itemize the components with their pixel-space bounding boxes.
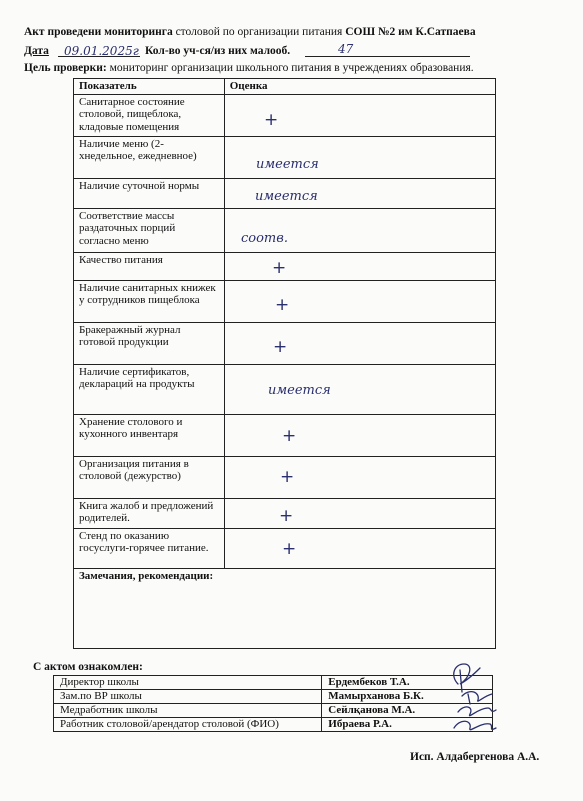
score-mark-4: соотв. — [241, 231, 288, 246]
title-part-1: Акт проведени мониторинга — [24, 26, 173, 38]
score-mark-6: + — [275, 295, 290, 315]
score-cell — [224, 280, 495, 322]
role-cell: Директор школы — [54, 676, 322, 690]
score-mark-10: + — [280, 467, 295, 487]
table-row — [74, 94, 496, 136]
signature-stroke-4 — [454, 721, 496, 729]
signature-row — [54, 718, 493, 732]
remarks-label: Замечания, рекомендации: — [74, 568, 496, 648]
signature-stroke-2 — [462, 692, 492, 704]
document-title — [24, 26, 476, 38]
score-cell — [224, 252, 495, 280]
purpose-line — [24, 62, 474, 74]
score-cell — [224, 364, 495, 414]
signatures-graphic — [440, 658, 505, 742]
score-cell — [224, 322, 495, 364]
score-mark-1: + — [264, 110, 279, 130]
indicator-cell: Хранение столового и кухонного инвентаря — [74, 414, 225, 456]
title-part-2: столовой по организации питания — [172, 26, 343, 38]
name-cell: Ибраева Р.А. — [322, 718, 493, 732]
purpose-text: мониторинг организации школьного питания в учреждениях образования. — [106, 62, 474, 74]
signature-row — [54, 676, 493, 690]
score-mark-9: + — [282, 426, 297, 446]
indicator-cell: Наличие суточной нормы — [74, 178, 225, 208]
indicator-cell: Книга жалоб и предложений родителей. — [74, 498, 225, 528]
score-mark-7: + — [273, 337, 288, 357]
name-cell: Мамырханова Б.К. — [322, 690, 493, 704]
date-label: Дата — [24, 45, 49, 57]
indicator-cell: Наличие санитарных книжек у сотрудников пищеблока — [74, 280, 225, 322]
count-underline — [305, 56, 470, 57]
score-mark-2: имеется — [256, 157, 319, 172]
executor-line: Исп. Алдабергенова А.А. — [410, 751, 540, 763]
col-score-header: Оценка — [224, 79, 495, 95]
indicator-cell: Санитарное состояние столовой, пищеблока, кладовые помещения — [74, 94, 225, 136]
indicator-cell: Организация питания в столовой (дежурство) — [74, 456, 225, 498]
acquainted-label: С актом ознакомлен: — [33, 661, 143, 673]
date-line — [24, 45, 49, 57]
indicator-cell: Наличие сертификатов, деклараций на продукты — [74, 364, 225, 414]
signature-row — [54, 690, 493, 704]
score-cell — [224, 528, 495, 568]
name-cell: Ердембеков Т.А. — [322, 676, 493, 690]
count-label-wrap — [145, 45, 290, 57]
signature-row — [54, 704, 493, 718]
signature-table — [53, 675, 493, 732]
score-cell — [224, 456, 495, 498]
remarks-row — [74, 568, 496, 648]
signature-stroke-3 — [458, 707, 496, 716]
role-cell: Медработник школы — [54, 704, 322, 718]
purpose-label: Цель проверки: — [24, 62, 107, 74]
title-part-3: СОШ №2 им К.Сатпаева — [342, 26, 476, 38]
table-header-row — [74, 79, 496, 95]
score-mark-5: + — [272, 258, 287, 278]
role-cell: Работник столовой/арендатор столовой (ФИО) — [54, 718, 322, 732]
col-indicator-header: Показатель — [74, 79, 225, 95]
score-cell — [224, 498, 495, 528]
indicator-cell: Бракеражный журнал готовой продукции — [74, 322, 225, 364]
score-mark-8: имеется — [268, 383, 331, 398]
date-value: 09.01.2025г — [64, 44, 139, 58]
signature-stroke-1 — [454, 664, 480, 692]
count-label: Кол-во уч-ся/из них малооб. — [145, 45, 291, 57]
count-value: 47 — [338, 42, 354, 56]
role-cell: Зам.по ВР школы — [54, 690, 322, 704]
score-mark-12: + — [282, 539, 297, 559]
score-cell — [224, 414, 495, 456]
score-mark-3: имеется — [255, 189, 318, 204]
score-mark-11: + — [279, 506, 294, 526]
indicator-cell: Наличие меню (2-хнедельное, ежедневное) — [74, 136, 225, 178]
indicator-cell: Качество питания — [74, 252, 225, 280]
indicator-cell: Соответствие массы раздаточных порций согласно меню — [74, 208, 225, 252]
indicator-cell: Стенд по оказанию госуслуги-горячее питание. — [74, 528, 225, 568]
name-cell: Сейлқанова М.А. — [322, 704, 493, 718]
